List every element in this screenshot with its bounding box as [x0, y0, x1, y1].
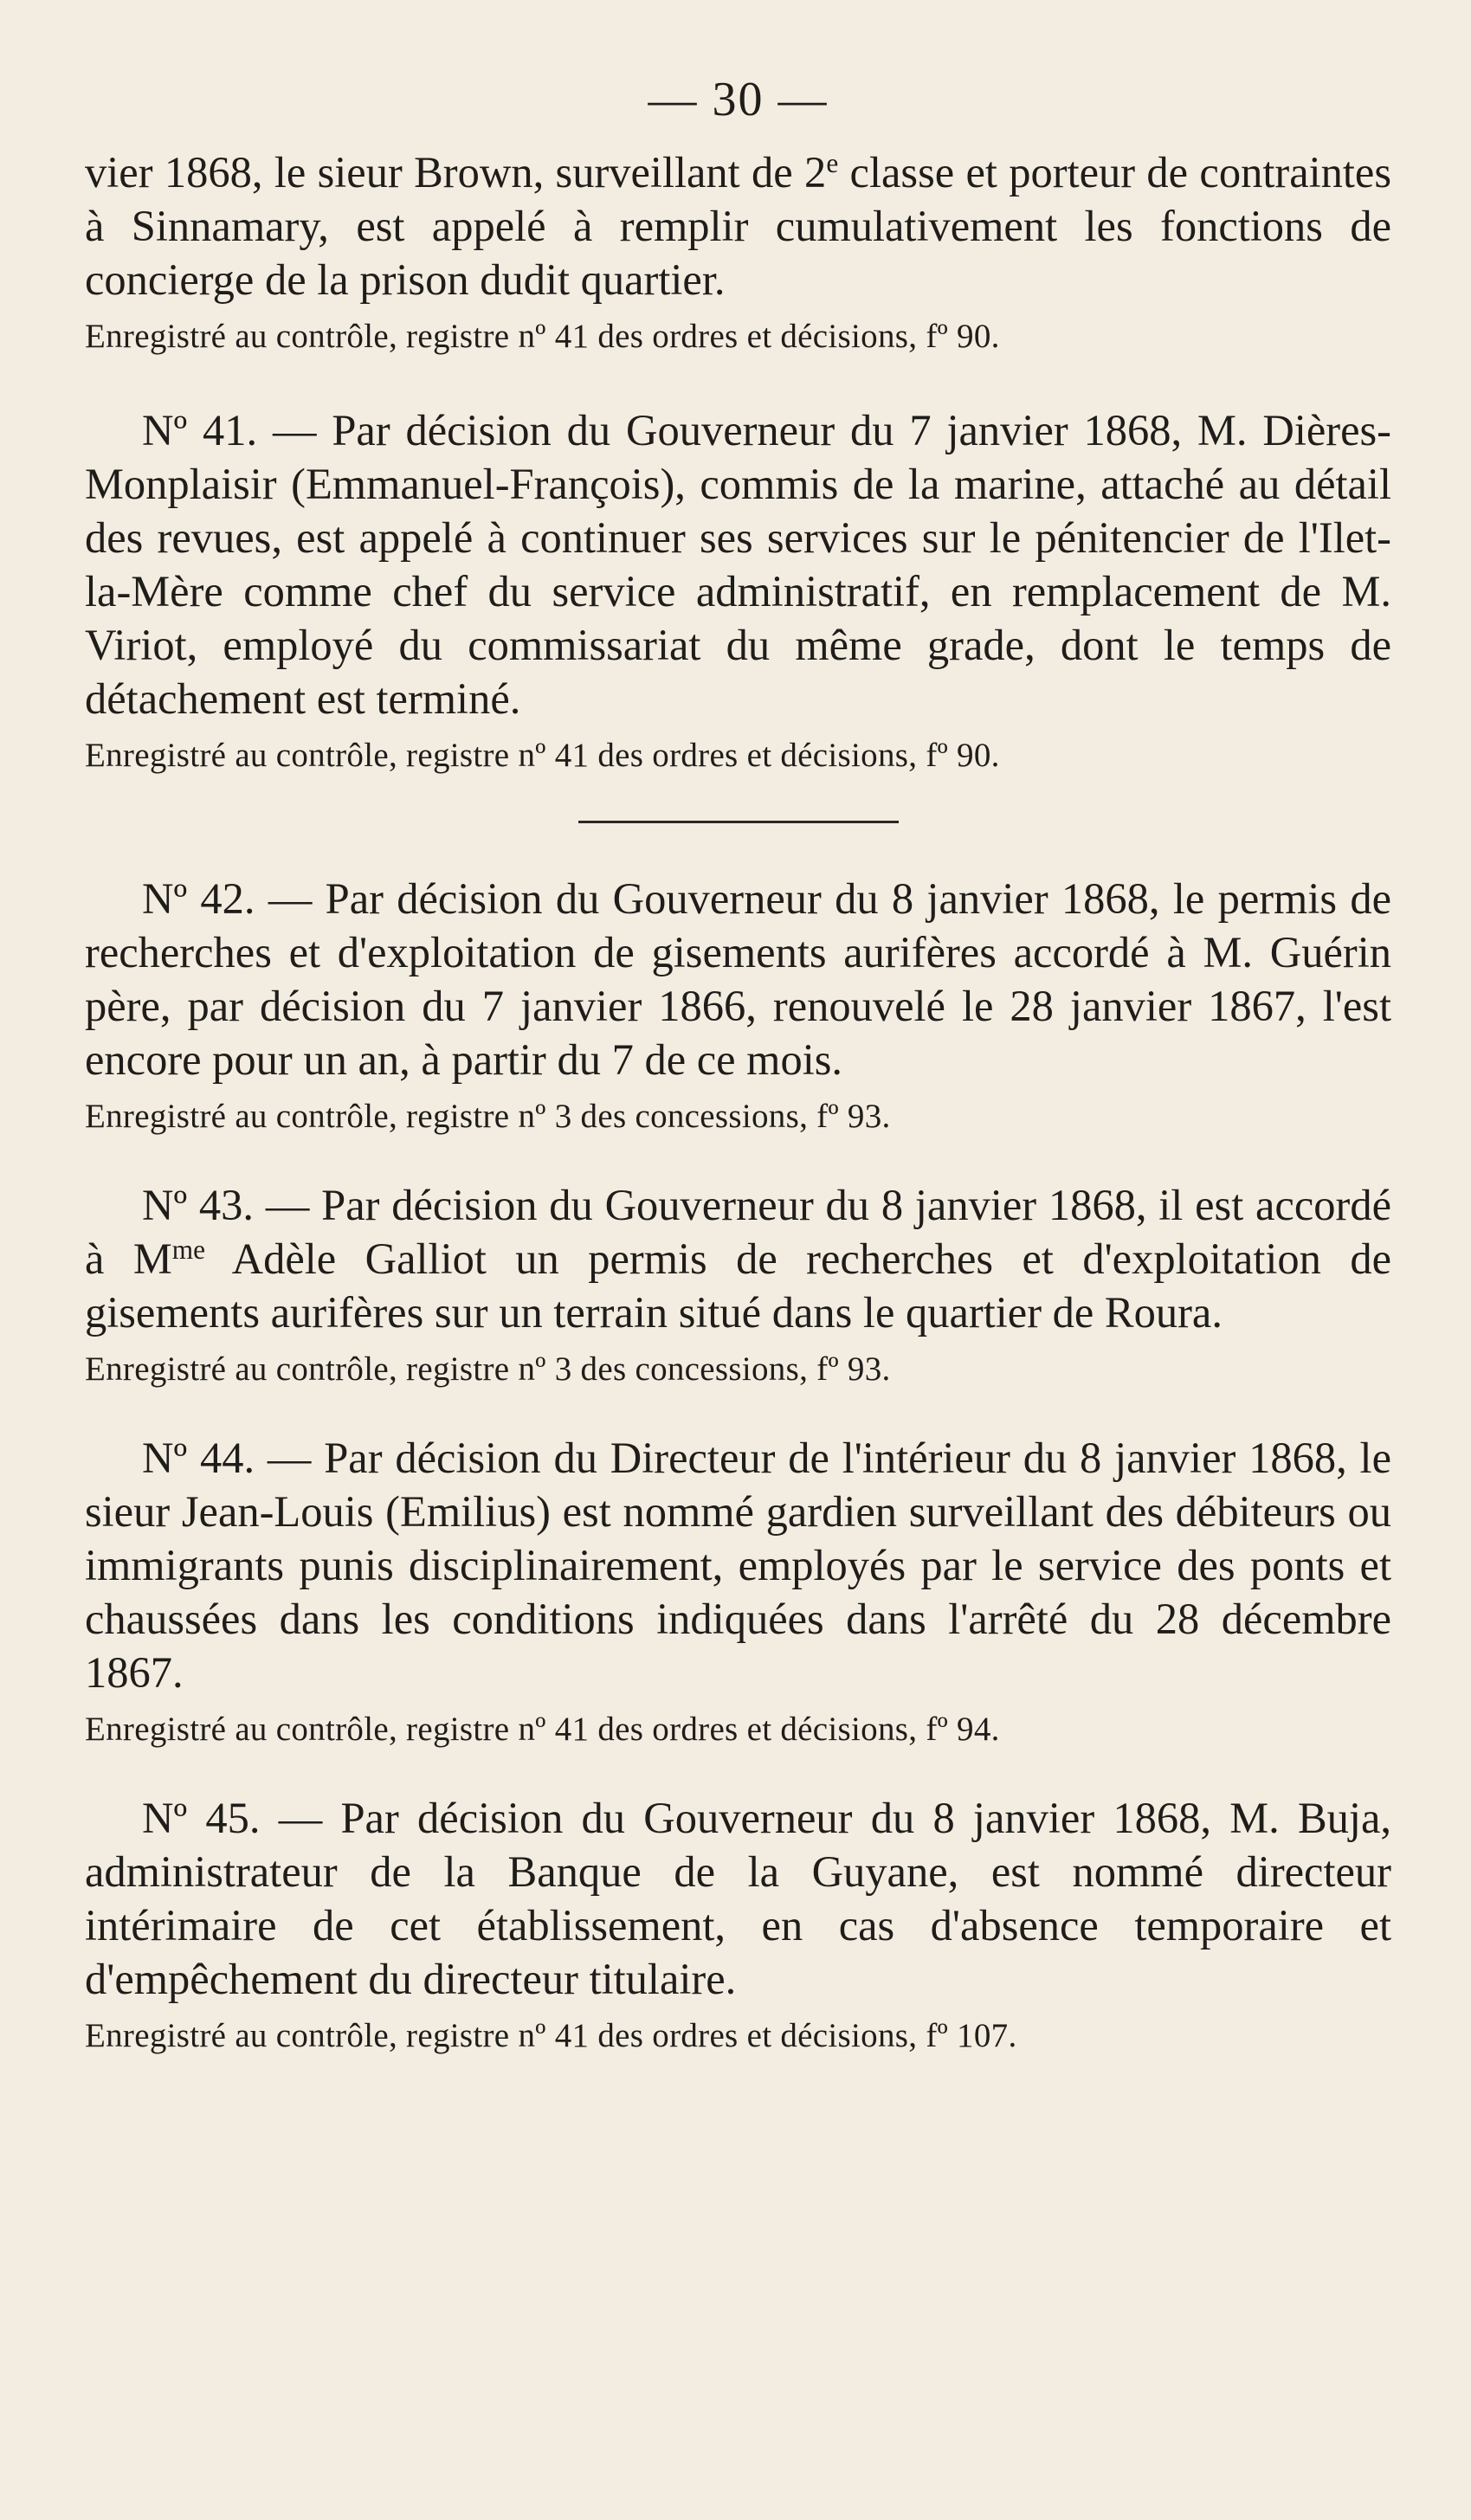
- registry-note: Enregistré au contrôle, registre nº 41 des ordres et décisions, fº 94.: [85, 1711, 1000, 1748]
- entry-text: Nº 43. — Par décision du Gouverneur du 8 janvier 1868, il est accordé à $M^{me}$ Adèle Galliot un permis de recherches et d'exploitation de gisements aurifères sur un terrain situé dans le quartier de Roura.: [85, 1181, 1391, 1337]
- entry-44: [85, 1431, 1391, 1751]
- entry-number: Nº 44.: [142, 1434, 255, 1482]
- superscript: e: [826, 147, 839, 178]
- entry-42: [85, 872, 1391, 1138]
- registry-note: Enregistré au contrôle, registre nº 41 des ordres et décisions, fº 107.: [85, 2017, 1017, 2054]
- entry-text: Nº 44. — Par décision du Directeur de l'intérieur du 8 janvier 1868, le sieur Jean-Louis (Emilius) est nommé gardien surveillant des débiteurs ou immigrants punis disciplinairement, employés par le service des ponts et chaussées dans les conditions indiquées dans l'arrêté du 28 décembre 1867.: [85, 1434, 1391, 1697]
- entry-text: Nº 41. — Par décision du Gouverneur du 7 janvier 1868, M. Dières-Monplaisir (Emmanuel-François), commis de la marine, attaché au détail des revues, est appelé à continuer ses services sur le pénitencier de l'Ilet-la-Mère comme chef du service administratif, en remplacement de M. Viriot, employé du commissariat du même grade, dont le temps de détachement est terminé.: [85, 406, 1391, 723]
- page-number: — 30 —: [648, 73, 829, 126]
- entry-text: Nº 45. — Par décision du Gouverneur du 8 janvier 1868, M. Buja, administrateur de la Banque de la Guyane, est nommé directeur intérimaire de cet établissement, en cas d'absence temporaire et d'empêchement du directeur titulaire.: [85, 1794, 1391, 2003]
- registry-note: Enregistré au contrôle, registre nº 41 des ordres et décisions, fº 90.: [85, 318, 1000, 355]
- entry-continuation: [85, 145, 1391, 358]
- section-separator: [578, 821, 899, 823]
- registry-note: Enregistré au contrôle, registre nº 3 des concessions, fº 93.: [85, 1098, 891, 1135]
- entry-text: Nº 42. — Par décision du Gouverneur du 8 janvier 1868, le permis de recherches et d'exploitation de gisements aurifères accordé à M. Guérin père, par décision du 7 janvier 1866, renouvelé le 28 janvier 1867, l'est encore pour un an, à partir du 7 de ce mois.: [85, 874, 1391, 1084]
- entry-text: vier 1868, le sieur Brown, surveillant de 2e classe et porteur de contraintes à Sinnamary, est appelé à remplir cumulativement les fonctions de concierge de la prison dudit quartier.: [85, 147, 1391, 304]
- entry-number: Nº 43.: [142, 1181, 255, 1229]
- entry-number: Nº 42.: [142, 874, 255, 923]
- entry-number: Nº 45.: [142, 1794, 261, 1842]
- entry-43: [85, 1178, 1391, 1391]
- entry-45: [85, 1791, 1391, 2058]
- registry-note: Enregistré au contrôle, registre nº 41 des ordres et décisions, fº 90.: [85, 737, 1000, 774]
- entry-41: [85, 403, 1391, 777]
- superscript: me: [171, 1234, 205, 1265]
- entry-number: Nº 41.: [142, 406, 258, 454]
- registry-note: Enregistré au contrôle, registre nº 3 des concessions, fº 93.: [85, 1350, 891, 1388]
